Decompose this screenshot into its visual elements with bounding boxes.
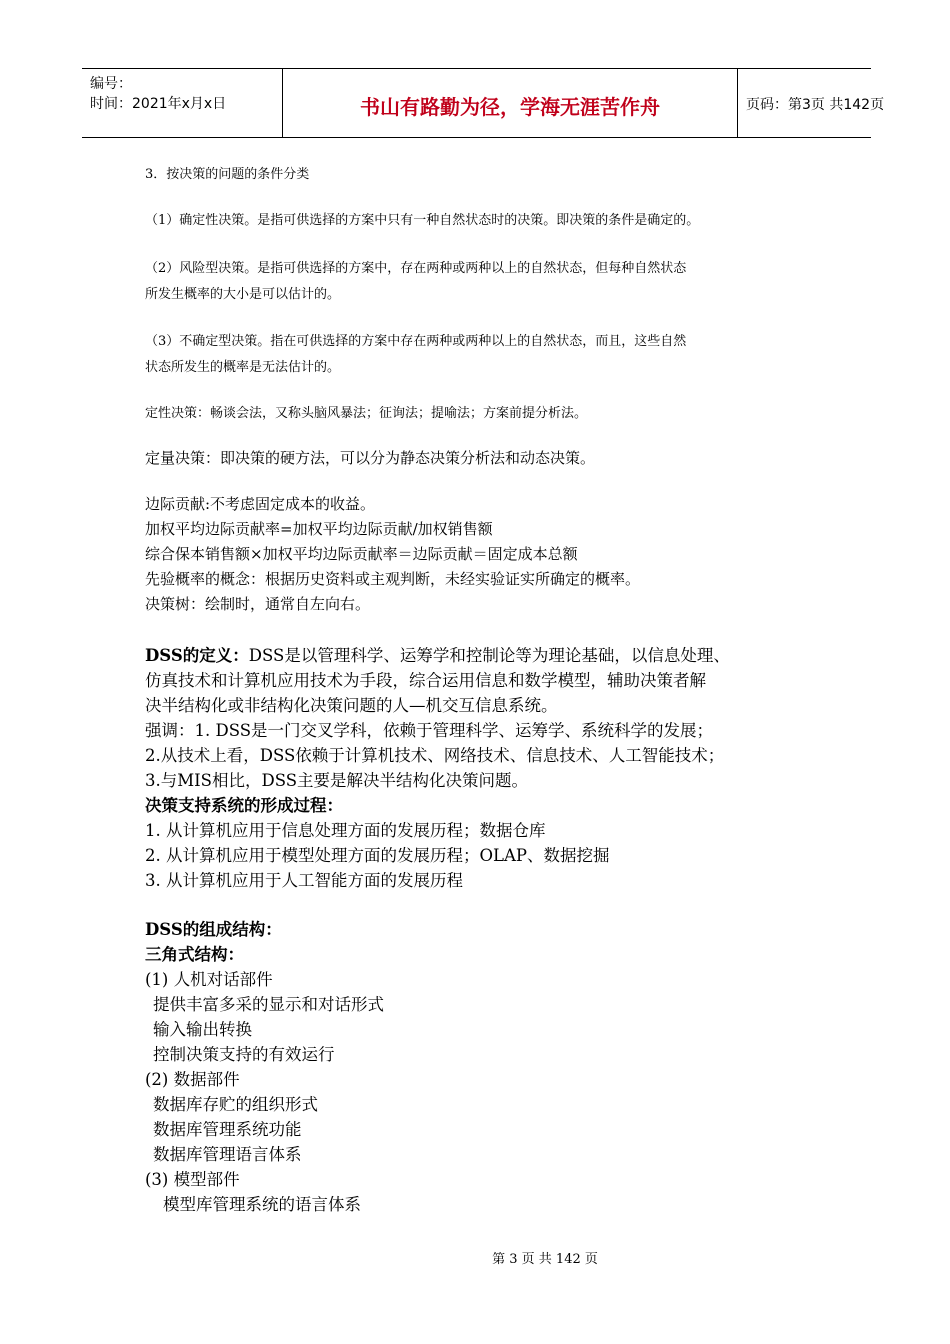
part1-dialog-component: (1) 人机对话部件 [145, 970, 273, 989]
part2-item-b: 数据库管理系统功能 [153, 1120, 302, 1139]
part3-item-a: 模型库管理系统的语言体系 [163, 1195, 361, 1214]
header-meta-cell [82, 69, 283, 137]
part2-item-a: 数据库存贮的组织形式 [153, 1095, 318, 1114]
emphasis-line1: 强调：1. DSS是一门交叉学科，依赖于管理科学、运筹学、系统科学的发展； [145, 721, 714, 740]
paragraph-certain-decision: （1）确定性决策。是指可供选择的方案中只有一种自然状态时的决策。即决策的条件是确定的。 [145, 213, 700, 228]
formation-item-3: 3. 从计算机应用于人工智能方面的发展历程 [145, 871, 463, 890]
header-motto: 书山有路勤为径，学海无涯苦作舟 [360, 95, 660, 119]
marginal-contribution-line3: 综合保本销售额×加权平均边际贡献率＝边际贡献＝固定成本总额 [145, 545, 578, 563]
dss-definition-heading: DSS的定义： [145, 646, 249, 665]
paragraph-risk-decision-line1: （2）风险型决策。是指可供选择的方案中，存在两种或两种以上的自然状态，但每种自然状态 [145, 261, 687, 276]
page-header [82, 68, 885, 138]
paragraph-risk-decision-line2: 所发生概率的大小是可以估计的。 [145, 287, 341, 302]
dss-definition-line3: 决半结构化或非结构化决策问题的人—机交互信息系统。 [145, 696, 558, 715]
doc-number-label: 编号： [90, 76, 132, 92]
paragraph-uncertain-decision-line1: （3）不确定型决策。指在可供选择的方案中存在两种或两种以上的自然状态，而且，这些自然 [145, 334, 687, 349]
formation-title: 决策支持系统的形成过程： [145, 796, 343, 815]
decision-tree: 决策树：绘制时，通常自左向右。 [145, 595, 371, 613]
marginal-contribution-line2: 加权平均边际贡献率=加权平均边际贡献/加权销售额 [145, 520, 493, 538]
formation-item-1: 1. 从计算机应用于信息处理方面的发展历程；数据仓库 [145, 821, 546, 840]
triangle-structure-title: 三角式结构： [145, 945, 244, 964]
quantitative-decision: 定量决策：即决策的硬方法，可以分为静态决策分析法和动态决策。 [145, 449, 596, 467]
emphasis-line2: 2.从技术上看，DSS依赖于计算机技术、网络技术、信息技术、人工智能技术； [145, 746, 725, 765]
paragraph-uncertain-decision-line2: 状态所发生的概率是无法估计的。 [145, 360, 341, 375]
part2-item-c: 数据库管理语言体系 [153, 1145, 302, 1164]
marginal-contribution-line1: 边际贡献:不考虑固定成本的收益。 [145, 495, 376, 513]
prior-probability: 先验概率的概念：根据历史资料或主观判断，未经实验证实所确定的概率。 [145, 570, 641, 588]
dss-definition-text: DSS是以管理科学、运筹学和控制论等为理论基础，以信息处理、 [248, 646, 730, 665]
part1-item-b: 输入输出转换 [153, 1020, 252, 1039]
part1-item-a: 提供丰富多采的显示和对话形式 [153, 995, 384, 1014]
section3-title: 3．按决策的问题的条件分类 [145, 167, 310, 182]
part1-item-c: 控制决策支持的有效运行 [153, 1045, 335, 1064]
doc-date-label: 时间：2021年x月x日 [90, 96, 227, 112]
page-footer: 第 3 页 共 142 页 [492, 1252, 598, 1267]
part3-model-component: (3) 模型部件 [145, 1170, 240, 1189]
formation-item-2: 2. 从计算机应用于模型处理方面的发展历程；OLAP、数据挖掘 [145, 846, 610, 865]
emphasis-line3: 3.与MIS相比，DSS主要是解决半结构化决策问题。 [145, 771, 529, 790]
part2-data-component: (2) 数据部件 [145, 1070, 240, 1089]
header-page-cell [738, 69, 885, 137]
dss-definition-line1 [145, 642, 730, 666]
qualitative-decision: 定性决策：畅谈会法，又称头脑风暴法；征询法；提喻法；方案前提分析法。 [145, 406, 588, 421]
header-motto-cell [283, 69, 738, 137]
structure-title: DSS的组成结构： [145, 920, 282, 939]
dss-definition-line2: 仿真技术和计算机应用技术为手段，综合运用信息和数学模型，辅助决策者解 [145, 671, 706, 690]
header-page-info: 页码：第3页 共142页 [746, 97, 885, 113]
